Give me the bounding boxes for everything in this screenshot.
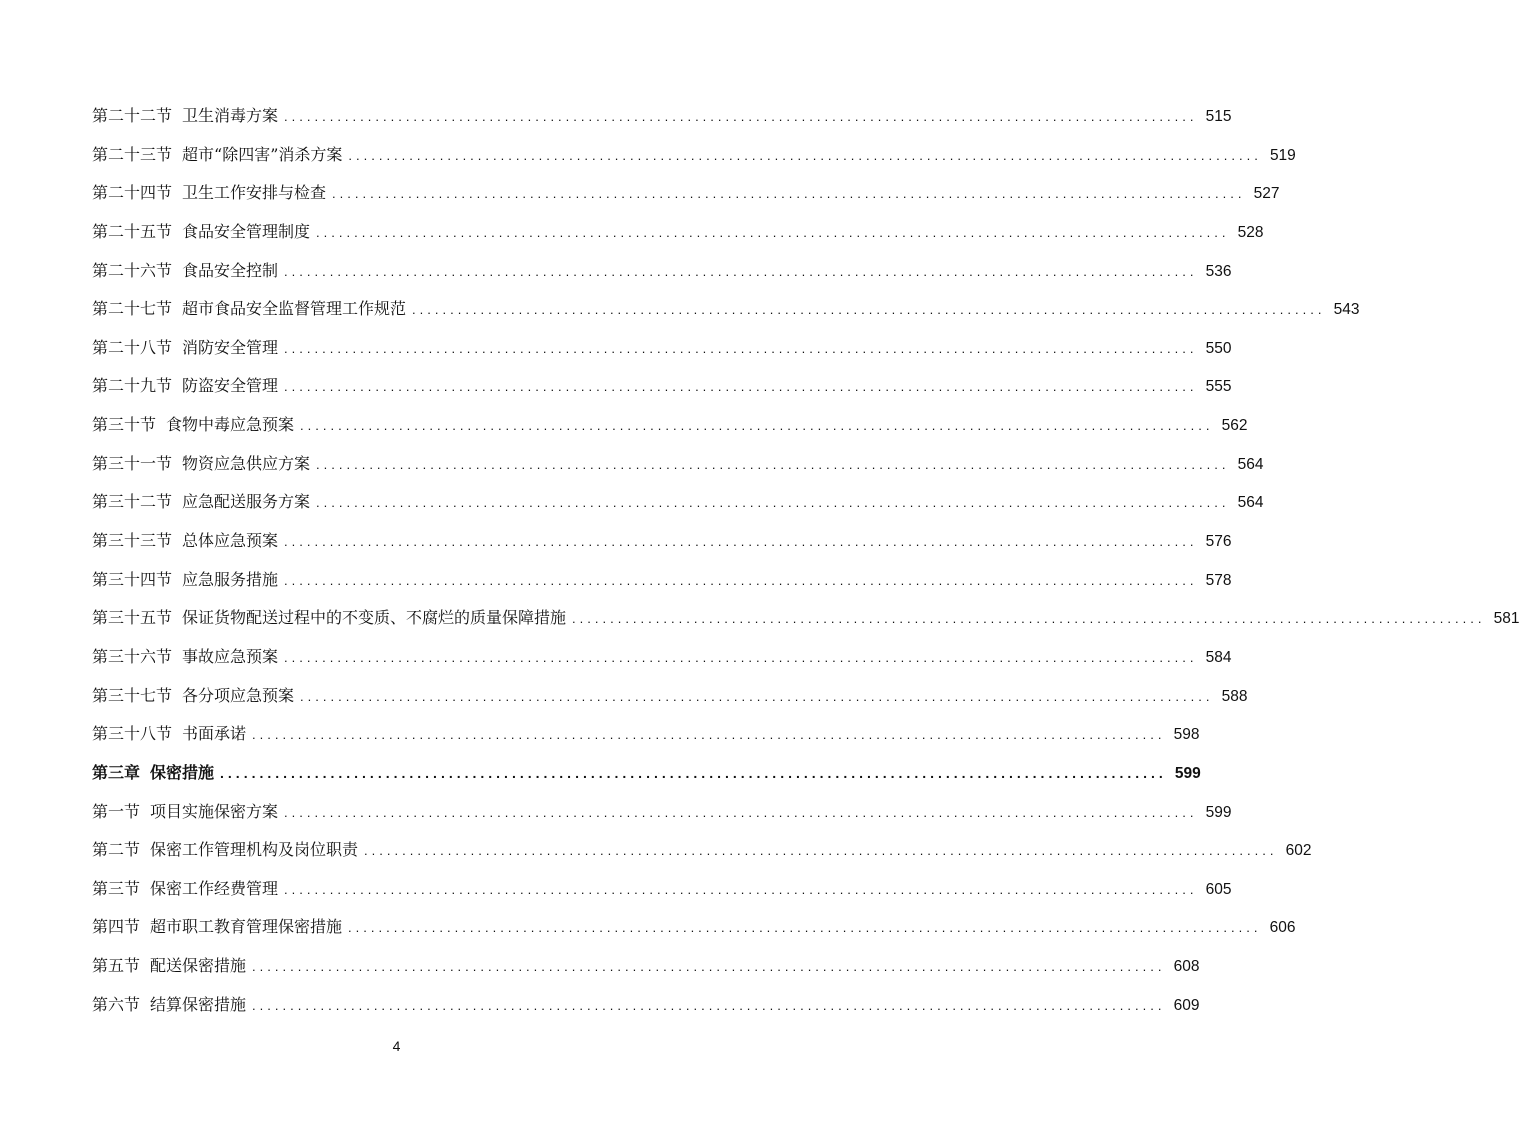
toc-leader-dots: ........................................................................................................................ xyxy=(284,109,1198,124)
toc-leader-dots: ........................................................................................................................ xyxy=(252,997,1166,1013)
toc-leader-dots: ........................................................................................................................ xyxy=(300,688,1214,704)
toc-entry-title xyxy=(92,216,310,248)
toc-entry-page: 555 xyxy=(1205,378,1232,396)
toc-entry-number: 第二十五节 xyxy=(92,221,173,241)
toc-entry-title xyxy=(92,293,406,325)
toc-entry-page: 608 xyxy=(1173,958,1200,976)
toc-entry-number: 第四节 xyxy=(92,917,141,937)
table-of-contents xyxy=(92,100,1519,1027)
page-number: 4 xyxy=(392,1038,401,1054)
toc-entry-text: 保密工作经费管理 xyxy=(150,878,279,898)
toc-entry-number: 第二十八节 xyxy=(92,337,173,357)
toc-entry-text: 保证货物配送过程中的不变质、不腐烂的质量保障措施 xyxy=(182,608,567,628)
toc-entry-number: 第三十节 xyxy=(92,415,157,435)
toc-entry-page: 598 xyxy=(1173,726,1200,744)
toc-entry[interactable] xyxy=(92,100,1232,139)
toc-entry-page: 599 xyxy=(1174,764,1201,782)
toc-entry-title xyxy=(92,139,342,171)
toc-entry[interactable] xyxy=(92,293,1360,332)
toc-entry-text: 消防安全管理 xyxy=(182,337,279,357)
toc-entry-page: 605 xyxy=(1205,880,1232,898)
toc-entry[interactable] xyxy=(92,680,1248,719)
toc-entry-page: 584 xyxy=(1205,648,1232,666)
toc-leader-dots: ........................................................................................................................ xyxy=(284,572,1198,588)
toc-entry-title xyxy=(92,757,214,789)
toc-entry[interactable] xyxy=(92,216,1264,255)
toc-entry-text: 保密措施 xyxy=(150,762,215,782)
toc-entry[interactable] xyxy=(92,911,1296,950)
toc-entry-text: 防盗安全管理 xyxy=(182,376,279,396)
toc-entry-text: 超市职工教育管理保密措施 xyxy=(150,917,343,937)
toc-entry[interactable] xyxy=(92,139,1296,178)
toc-entry-text: 食物中毒应急预案 xyxy=(166,415,295,435)
toc-leader-dots: ........................................................................................................................ xyxy=(284,804,1198,820)
toc-entry-text: 卫生工作安排与检查 xyxy=(182,183,327,203)
toc-entry-text: 应急配送服务方案 xyxy=(182,492,311,512)
toc-leader-dots: ........................................................................................................................ xyxy=(316,495,1230,511)
toc-entry-title xyxy=(92,332,278,364)
toc-entry-number: 第六节 xyxy=(92,994,141,1014)
toc-entry-page: 609 xyxy=(1173,996,1200,1014)
toc-entry-title xyxy=(92,989,246,1021)
toc-entry-page: 562 xyxy=(1221,417,1248,435)
toc-entry[interactable] xyxy=(92,873,1232,912)
toc-leader-dots: ........................................................................................................................ xyxy=(364,843,1278,859)
toc-leader-dots: ........................................................................................................................ xyxy=(252,727,1166,743)
toc-leader-dots: ........................................................................................................................ xyxy=(316,224,1230,240)
toc-entry-text: 卫生消毒方案 xyxy=(182,106,279,125)
toc-entry-number: 第二十四节 xyxy=(92,183,173,203)
toc-entry-title xyxy=(92,409,294,441)
toc-leader-dots: ........................................................................................................................ xyxy=(316,456,1230,472)
toc-entry-number: 第三十三节 xyxy=(92,531,173,551)
toc-entry-title xyxy=(92,255,278,287)
toc-entry-title xyxy=(92,486,310,518)
toc-entry-title xyxy=(92,718,246,750)
toc-entry-text: 食品安全管理制度 xyxy=(182,221,311,241)
toc-entry-text: 应急服务措施 xyxy=(182,569,279,589)
toc-entry-number: 第三十二节 xyxy=(92,492,173,512)
toc-entry-number: 第二十二节 xyxy=(92,106,173,125)
toc-entry-page: 527 xyxy=(1253,185,1280,203)
toc-entry-text: 项目实施保密方案 xyxy=(150,801,279,821)
toc-entry[interactable] xyxy=(92,177,1280,216)
toc-entry-text: 事故应急预案 xyxy=(182,646,279,666)
toc-entry-number: 第三十七节 xyxy=(92,685,173,705)
toc-entry-page: 528 xyxy=(1237,223,1264,241)
toc-entry-title xyxy=(92,448,310,480)
toc-entry-page: 564 xyxy=(1237,494,1264,512)
toc-leader-dots: ........................................................................................................................ xyxy=(284,649,1198,665)
toc-entry-page: 543 xyxy=(1333,301,1360,319)
toc-entry-number: 第二十六节 xyxy=(92,260,173,280)
toc-entry[interactable] xyxy=(92,332,1232,371)
toc-entry-text: 保密工作管理机构及岗位职责 xyxy=(150,840,359,860)
toc-entry[interactable] xyxy=(92,834,1312,873)
toc-entry[interactable] xyxy=(92,796,1232,835)
toc-entry-number: 第一节 xyxy=(92,801,141,821)
toc-entry[interactable] xyxy=(92,486,1264,525)
toc-entry-number: 第五节 xyxy=(92,956,141,976)
toc-entry-text: 书面承诺 xyxy=(182,724,247,744)
toc-entry[interactable] xyxy=(92,950,1200,989)
toc-entry[interactable] xyxy=(92,448,1264,487)
toc-entry-page: 599 xyxy=(1205,803,1232,821)
toc-entry-number: 第三十一节 xyxy=(92,453,173,473)
toc-entry-text: 超市食品安全监督管理工作规范 xyxy=(182,299,407,319)
toc-entry-text: 结算保密措施 xyxy=(150,994,247,1014)
toc-leader-dots: ........................................................................................................................ xyxy=(220,764,1167,781)
toc-entry-page: 550 xyxy=(1205,339,1232,357)
toc-entry-number: 第三十五节 xyxy=(92,608,173,628)
toc-leader-dots: ........................................................................................................................ xyxy=(348,920,1262,936)
toc-entry-number: 第二十三节 xyxy=(92,144,173,164)
toc-entry-title xyxy=(92,641,278,673)
toc-leader-dots: ........................................................................................................................ xyxy=(284,534,1198,550)
toc-entry-text: 总体应急预案 xyxy=(182,531,279,551)
toc-entry-number: 第三章 xyxy=(92,762,141,782)
toc-entry-number: 第三节 xyxy=(92,878,141,898)
toc-entry-page: 576 xyxy=(1205,533,1232,551)
toc-leader-dots: ........................................................................................................................ xyxy=(284,263,1198,279)
toc-leader-dots: ........................................................................................................................ xyxy=(252,959,1166,975)
toc-entry-page: 578 xyxy=(1205,571,1232,589)
toc-leader-dots: ........................................................................................................................ xyxy=(300,418,1214,434)
toc-entry-title xyxy=(92,796,278,828)
toc-entry[interactable] xyxy=(92,718,1200,757)
toc-entry-title xyxy=(92,525,278,557)
toc-leader-dots: ........................................................................................................................ xyxy=(284,881,1198,897)
toc-entry[interactable] xyxy=(92,370,1232,409)
toc-leader-dots: ........................................................................................................................ xyxy=(348,147,1262,163)
toc-entry-page: 519 xyxy=(1269,146,1296,164)
toc-entry-page: 564 xyxy=(1237,455,1264,473)
toc-entry-text: 超市“除四害”消杀方案 xyxy=(182,144,343,164)
toc-entry-number: 第三十六节 xyxy=(92,646,173,666)
toc-leader-dots: ........................................................................................................................ xyxy=(572,611,1486,627)
toc-entry[interactable] xyxy=(92,525,1232,564)
toc-entry-page: 602 xyxy=(1285,842,1312,860)
toc-entry[interactable] xyxy=(92,641,1232,680)
toc-entry-title xyxy=(92,370,278,402)
toc-entry-title xyxy=(92,100,278,132)
toc-entry[interactable] xyxy=(92,564,1232,603)
toc-entry-title xyxy=(92,680,294,712)
toc-entry-text: 物资应急供应方案 xyxy=(182,453,311,473)
toc-entry-title xyxy=(92,873,278,905)
toc-entry-title xyxy=(92,911,342,943)
toc-entry-page: 588 xyxy=(1221,687,1248,705)
toc-entry-title xyxy=(92,602,566,634)
toc-entry-page: 581 xyxy=(1493,610,1519,628)
toc-entry-title xyxy=(92,564,278,596)
toc-leader-dots: ........................................................................................................................ xyxy=(412,302,1326,318)
toc-chapter-entry[interactable] xyxy=(92,757,1201,796)
toc-entry-title xyxy=(92,177,326,209)
toc-entry-number: 第二十七节 xyxy=(92,299,173,319)
toc-leader-dots: ........................................................................................................................ xyxy=(284,379,1198,395)
toc-entry-page: 606 xyxy=(1269,919,1296,937)
toc-entry[interactable] xyxy=(92,989,1200,1028)
toc-entry-page: 515 xyxy=(1205,108,1232,125)
toc-entry-number: 第二节 xyxy=(92,840,141,860)
toc-entry-text: 配送保密措施 xyxy=(150,956,247,976)
toc-entry-number: 第二十九节 xyxy=(92,376,173,396)
toc-entry-number: 第三十八节 xyxy=(92,724,173,744)
toc-entry-page: 536 xyxy=(1205,262,1232,280)
toc-entry-title xyxy=(92,950,246,982)
toc-entry-text: 各分项应急预案 xyxy=(182,685,295,705)
toc-entry[interactable] xyxy=(92,409,1248,448)
toc-entry[interactable] xyxy=(92,602,1519,641)
toc-leader-dots: ........................................................................................................................ xyxy=(284,340,1198,356)
toc-entry[interactable] xyxy=(92,255,1232,294)
toc-entry-number: 第三十四节 xyxy=(92,569,173,589)
toc-entry-title xyxy=(92,834,358,866)
toc-leader-dots: ........................................................................................................................ xyxy=(332,186,1246,202)
toc-entry-text: 食品安全控制 xyxy=(182,260,279,280)
